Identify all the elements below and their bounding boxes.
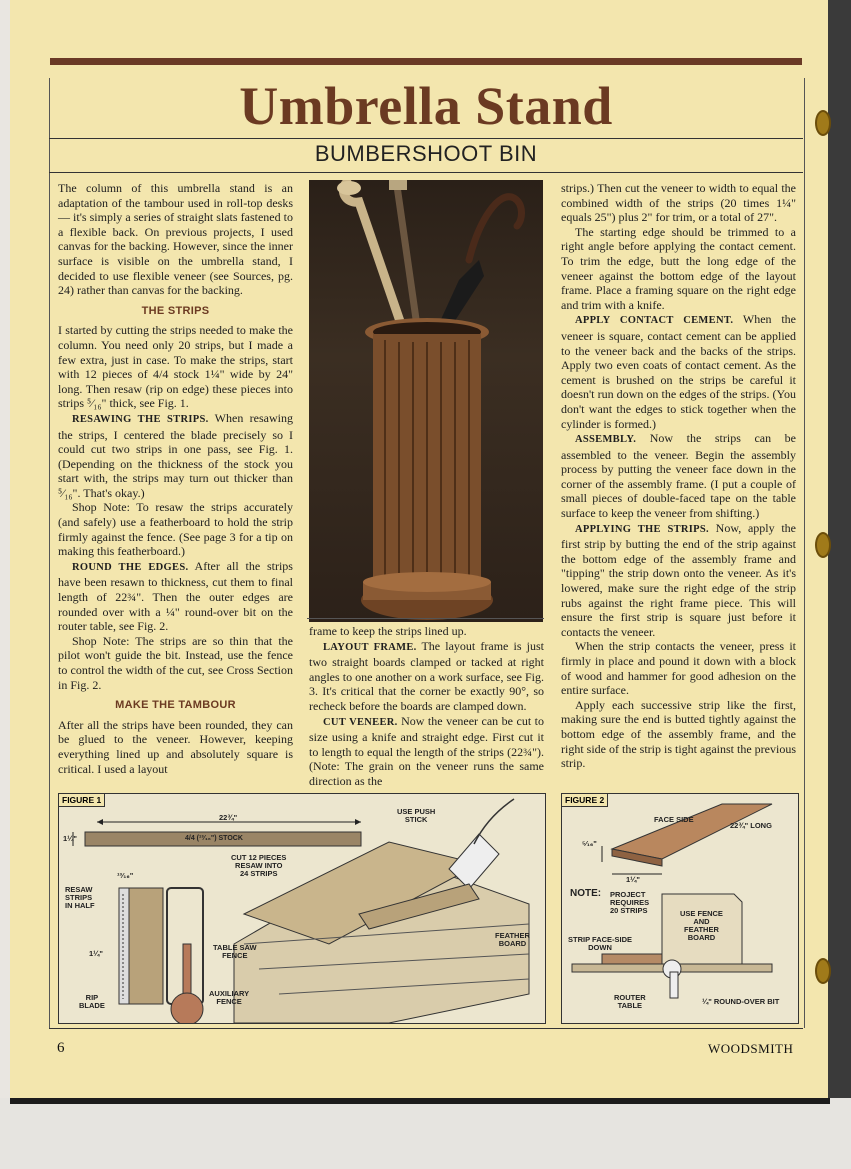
run-in-heading: LAYOUT FRAME. (323, 641, 417, 653)
paragraph: Now the strips can be assembled to the veneer. Begin the assembly process by putting the veneer face down in the corner of the assembly frame. (I put a couple of small pieces of double-faced tape on the table surface to keep the veneer from shifting.) (561, 431, 796, 521)
featherboard-label: FEATHER BOARD (495, 931, 530, 948)
figure-label: FIGURE 2 (562, 794, 608, 807)
note-label: NOTE: (570, 888, 602, 899)
paragraph: Shop Note: The strips are so thin that the pilot won't guide the bit. Instead, use the fence to control the width of the cut, see Cross Section in Fig. 2. (58, 633, 293, 692)
photo-illustration (309, 180, 543, 622)
stock-label: 4/4 (¹³⁄₁₆") STOCK (185, 835, 243, 842)
paragraph: Now, apply the first strip by butting the end of the strip against the bottom edge of the assembly frame and "tipping" the strip down onto the veneer. As it's lowered, make sure the right edge of the strip rubs against the right frame piece. This will ensure the first strip is square just before it contacts the veneer. (561, 520, 797, 639)
binder-hole (815, 532, 831, 558)
paragraph: I started by cutting the strips needed to make the column. You need only 20 strips, but I made a few extra, just in case. To make the strips, start with 12 pieces of 4/4 stock 1¼" wide by 24" long. Then resaw (rip on edge) these pieces into strips ⁵⁄₁₆" thick, see Fig. 1. (58, 323, 293, 411)
cut-label: CUT 12 PIECES RESAW INTO 24 STRIPS (231, 853, 287, 878)
paragraph: strips.) Then cut the veneer to width to equal the combined width of the strips (20 times 1¼" equals 25") plus 2" for trim, or a total of 27". (561, 181, 796, 225)
paragraph: After all the strips have been rounded, they can be glued to the veneer. However, keeping everything lined up and absolutely square is critical. I used a layout (58, 717, 293, 776)
dimension-thickness: ¹³⁄₁₆" (117, 871, 134, 880)
paragraph: Shop Note: To resaw the strips accurately (and safely) use a featherboard to hold the strip firmly against the fence. (See page 3 for a tip on making this featherboard.) (58, 500, 293, 559)
binder-edge (828, 0, 851, 1100)
paragraph: After all the strips have been resawn to thickness, cut them to final length of 22¾". Then the outer edges are rounded over with a ¼" round-over bit on the router table, see Fig. 2. (58, 558, 293, 634)
figure-1 (58, 793, 546, 1024)
run-in-heading: APPLYING THE STRIPS. (575, 523, 709, 535)
paragraph: The column of this umbrella stand is an adaptation of the tambour used in roll-top desks — it's simply a series of straight slats fastened to a flexible back. On previous projects, I used canvas for the backing. However, since the inner surface is visible on the umbrella stand, I decided to use flexible veneer (see Sources, pg. 24) rather than canvas for the backing. (58, 181, 293, 298)
face-side-label: FACE SIDE (654, 815, 694, 824)
title-rule (49, 138, 803, 139)
dimension-width: 1¼" (626, 875, 640, 884)
paragraph: Now the veneer can be cut to size using a knife and straight edge. First cut it to length to equal the length of the strips (22¾"). (Note: The grain on the veneer runs the same direction as the (309, 713, 544, 788)
article-column-3 (561, 181, 796, 771)
paragraph: When resawing the strips, I centered the blade precisely so I could cut two strips in one pass, see Fig. 1. (Depending on the thickness of the stock you start with, the strips may turn out thicker than ⁵⁄₁₆". That's okay.) (58, 410, 293, 500)
push-stick-label: USE PUSH STICK (397, 807, 436, 824)
dimension-thickness: ⁵⁄₁₆" (582, 839, 597, 848)
paragraph: The starting edge should be trimmed to a right angle before applying the contact cement. To trim the edge, butt the long edge of the veneer against the bottom edge of the layout frame. Place a framing square on the right edge and trim with a knife. (561, 224, 796, 312)
table-saw-fence-label: TABLE SAW FENCE (213, 943, 257, 960)
figure-label: FIGURE 1 (59, 794, 105, 807)
paragraph: The layout frame is just two straight boards clamped or tacked at right angles to one another on a work surface, see Fig. 3. It's critical that the corner be exactly 90°, so recheck before the boards are clamped down. (309, 638, 544, 713)
round-over-bit-label: ¼" ROUND-OVER BIT (702, 997, 780, 1006)
page-shadow (10, 1098, 830, 1104)
router-table-label: ROUTER TABLE (614, 993, 646, 1010)
run-in-heading: APPLY CONTACT CEMENT. (575, 315, 734, 327)
auxiliary-fence-label: AUXILIARY FENCE (209, 989, 250, 1006)
footer-rule (49, 1028, 803, 1029)
run-in-heading: ROUND THE EDGES. (72, 561, 189, 573)
magazine-name: WOODSMITH (708, 1041, 794, 1056)
page-title: Umbrella Stand (239, 76, 613, 136)
page-number: 6 (57, 1040, 65, 1056)
dimension-width: 1¼" (63, 834, 77, 843)
note-text: PROJECT REQUIRES 20 STRIPS (610, 890, 650, 915)
binder-hole (815, 958, 831, 984)
use-fence-label: USE FENCE AND FEATHER BOARD (680, 909, 723, 942)
figure-1-drawing (59, 794, 545, 1023)
figure-2 (561, 793, 799, 1024)
paragraph: When the strip contacts the veneer, press it firmly in place and pound it down with a block of wood and hammer for good adhesion on the entire surface. (561, 639, 796, 698)
run-in-heading: RESAWING THE STRIPS. (72, 413, 209, 425)
section-heading: THE STRIPS (141, 304, 210, 317)
photo-rule (307, 618, 544, 619)
dimension-height: 1¼" (89, 949, 103, 958)
background-surface (0, 1098, 851, 1169)
rip-blade-label: RIP BLADE (79, 993, 105, 1010)
run-in-heading: CUT VENEER. (323, 716, 398, 728)
paragraph: frame to keep the strips lined up. (309, 624, 467, 638)
subtitle-rule (49, 172, 803, 173)
binder-hole (815, 110, 831, 136)
article-column-1 (58, 181, 293, 776)
length-label: 22¾" LONG (730, 821, 772, 830)
page-subtitle: BUMBERSHOOT BIN (314, 141, 538, 166)
paragraph: When the veneer is square, contact cement can be applied to the veneer back and the backs of the strips. Apply two even coats of contact cement. As the cement is brushed on the strips be careful it doesn't run down on the edges of the strips. (You don't want the edges to stick together when the cylinder is formed.) (561, 312, 796, 431)
dimension-length: 22¾" (219, 813, 238, 822)
article-column-2 (309, 624, 544, 789)
section-heading: MAKE THE TAMBOUR (115, 699, 236, 712)
face-down-label: STRIP FACE-SIDE DOWN (568, 935, 633, 952)
umbrella-stand-photo (309, 180, 543, 622)
resaw-label: RESAW STRIPS IN HALF (65, 885, 95, 910)
run-in-heading: ASSEMBLY. (575, 434, 637, 446)
paragraph: Apply each successive strip like the first, making sure the end is butted tightly against the bottom edge of the assembly frame, and the right side of the strip is tight against the previous strip. (561, 697, 796, 771)
top-bar (50, 58, 802, 65)
